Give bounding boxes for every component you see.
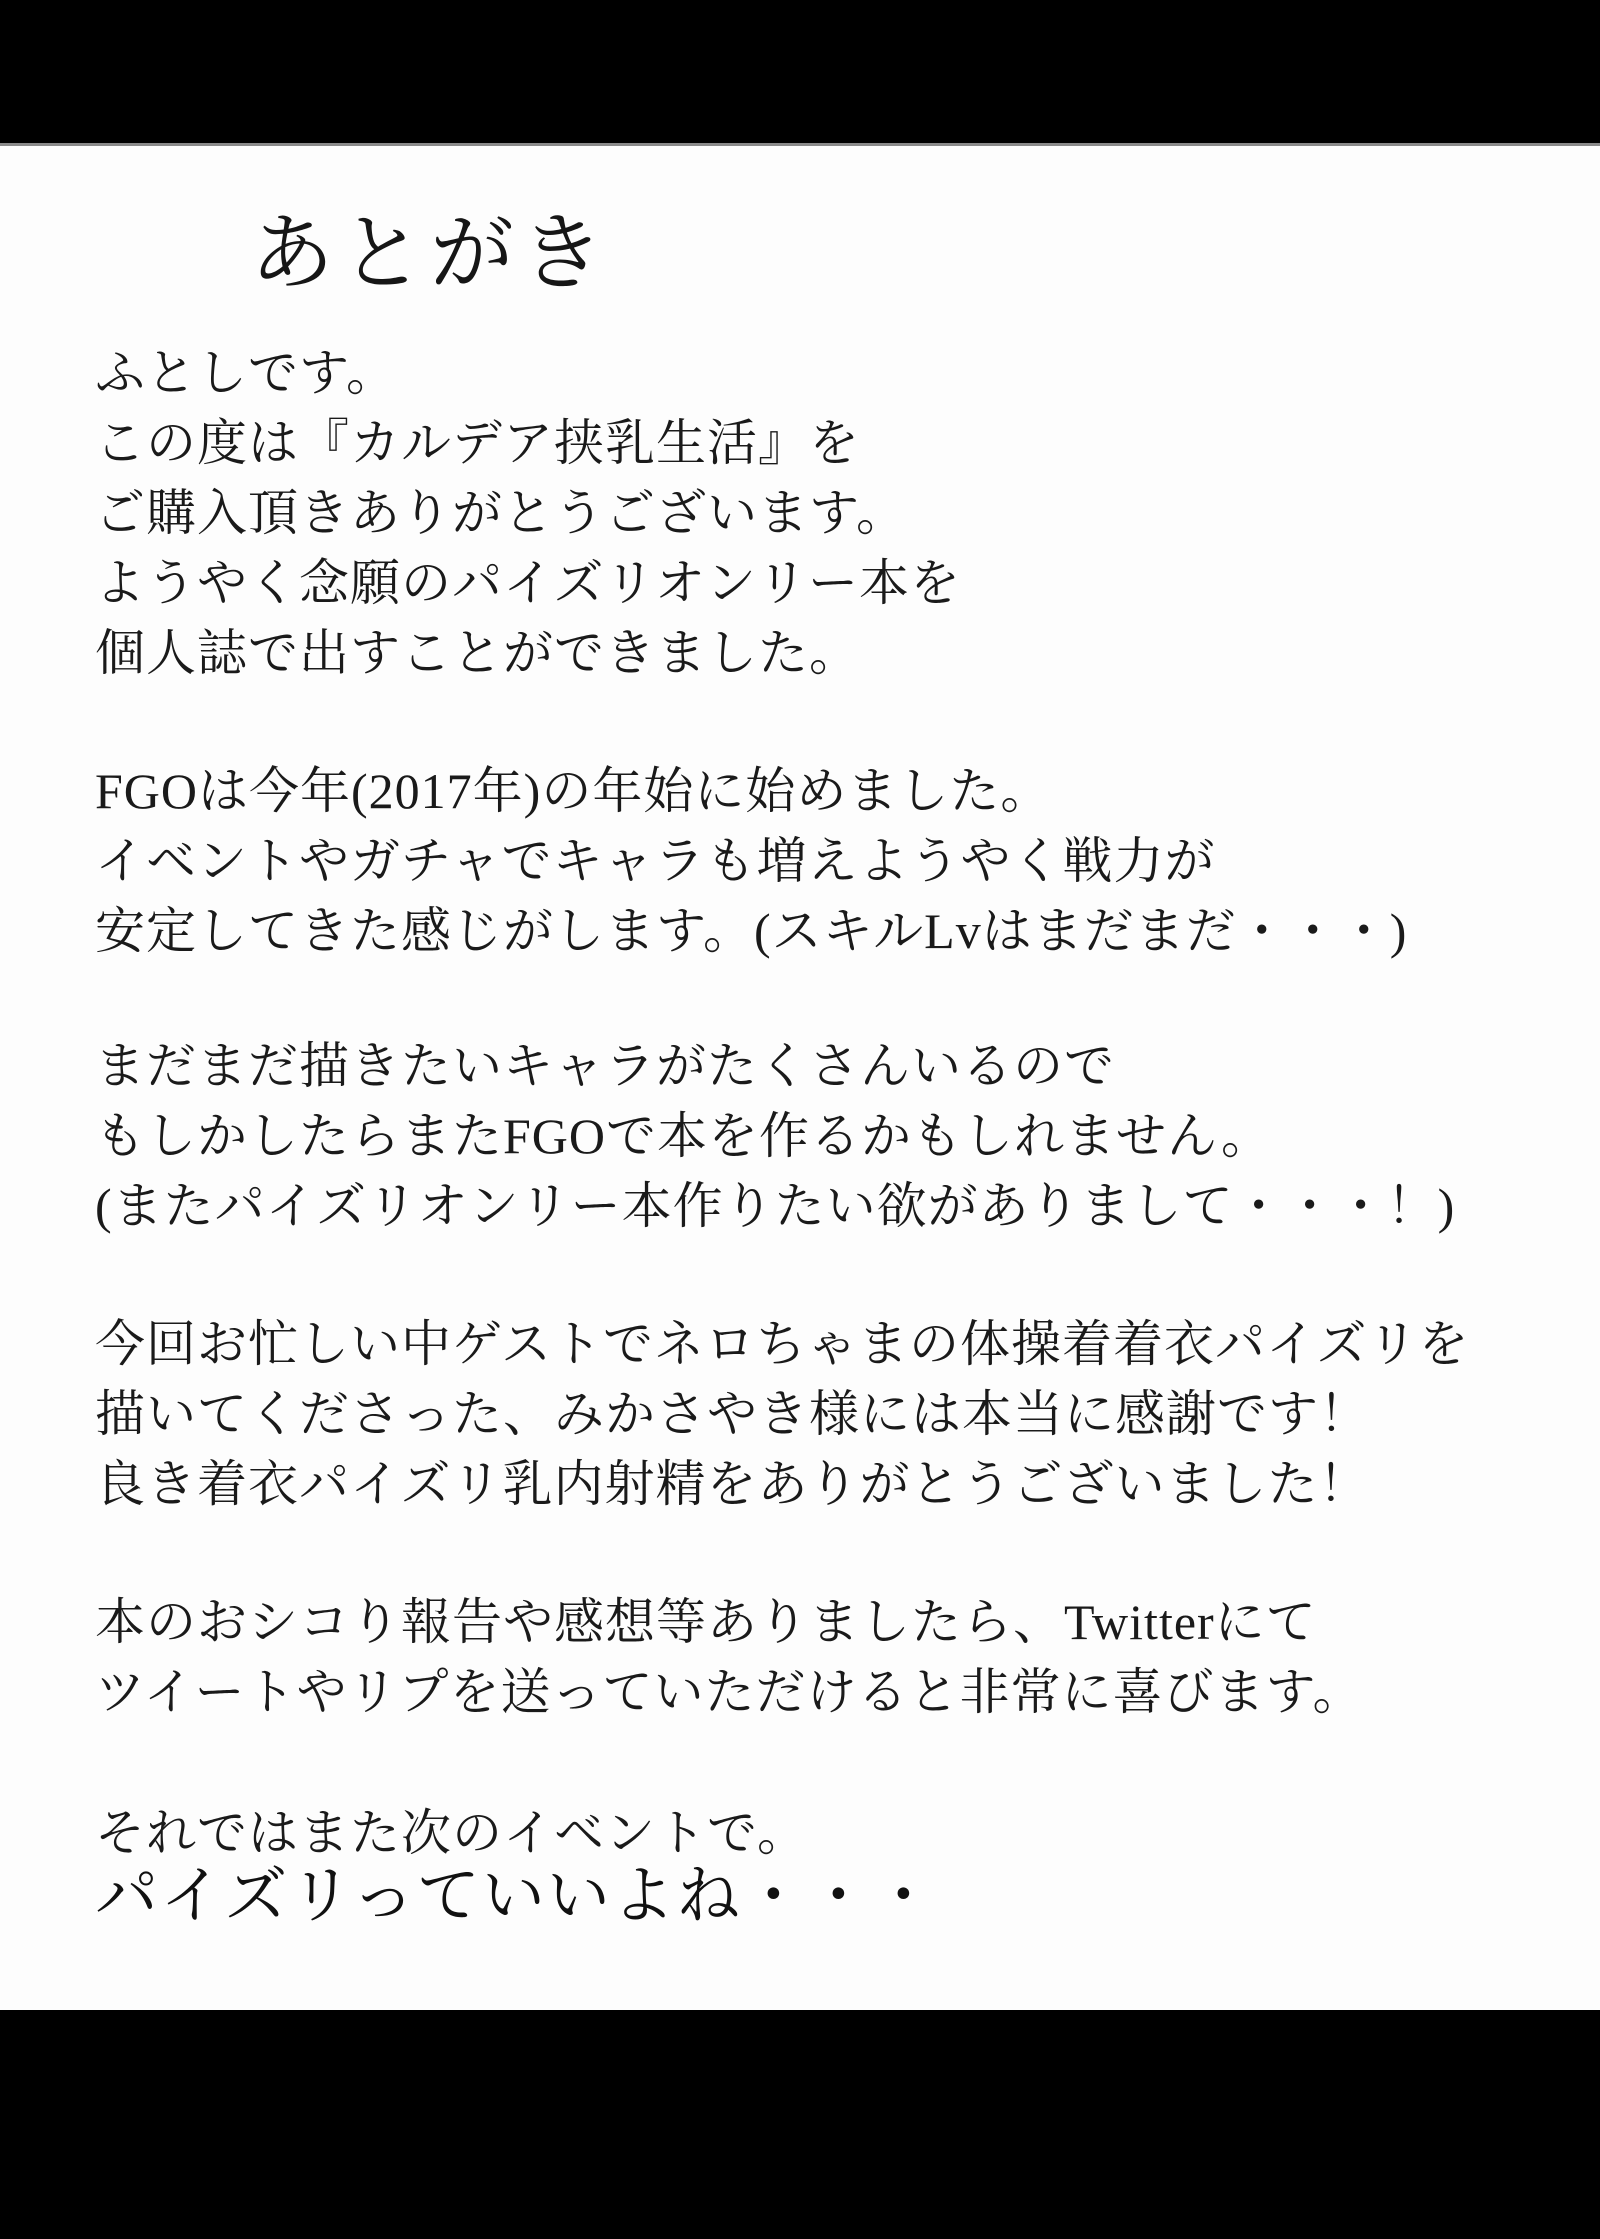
closing-line: パイズリっていいよね・・・	[95, 1861, 937, 1931]
text-line: 本のおシコり報告や感想等ありましたら、Twitterにて	[95, 1594, 1317, 1650]
afterword-sheet	[0, 143, 1600, 2010]
text-line: ツイートやリプを送っていただけると非常に喜びます。	[95, 1664, 1364, 1720]
paragraph-intro	[95, 338, 961, 688]
text-line: ご購入頂きありがとうございます。	[95, 485, 907, 541]
text-line: FGOは今年(2017年)の年始に始めました。	[95, 763, 1052, 819]
text-line: 個人誌で出すことができました。	[95, 625, 860, 681]
text-line: (またパイズリオンリー本作りたい欲がありまして・・・！)	[95, 1178, 1456, 1234]
text-line: 今回お忙しい中ゲストでネロちゃまの体操着着衣パイズリを	[95, 1316, 1470, 1372]
text-line: 良き着衣パイズリ乳内射精をありがとうございました！	[95, 1456, 1370, 1512]
text-line: もしかしたらまたFGOで本を作るかもしれません。	[95, 1108, 1273, 1164]
paragraph-more-books	[95, 1031, 1455, 1241]
text-line: イベントやガチャでキャラも増えようやく戦力が	[95, 833, 1216, 889]
paragraph-guest-thanks	[95, 1309, 1470, 1519]
text-line: 安定してきた感じがします。(スキルLvはまだまだ・・・)	[95, 903, 1408, 959]
afterword-title: あとがき	[250, 208, 611, 301]
paragraph-twitter	[95, 1587, 1364, 1727]
text-line: 描いてくださった、みかさやき様には本当に感謝です！	[95, 1386, 1370, 1442]
text-line: この度は『カルデア挟乳生活』を	[95, 415, 860, 471]
text-line: それではまた次のイベントで。	[95, 1805, 808, 1861]
text-line: まだまだ描きたいキャラがたくさんいるので	[95, 1038, 1115, 1094]
text-line: ようやく念願のパイズリオンリー本を	[95, 555, 961, 611]
paragraph-fgo	[95, 756, 1407, 966]
text-line: ふとしです。	[95, 345, 397, 401]
